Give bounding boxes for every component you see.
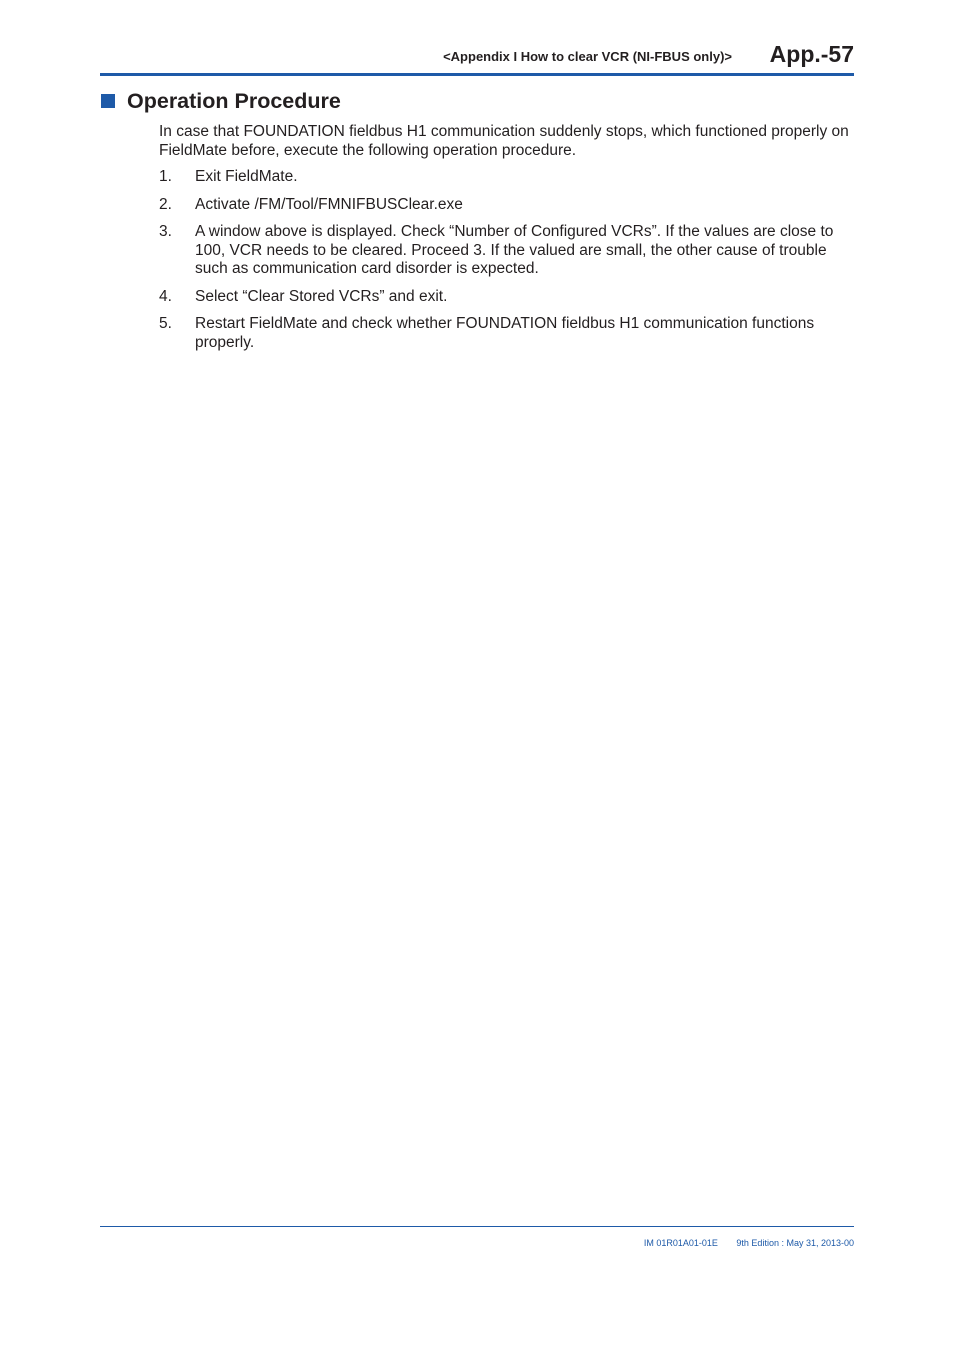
step-item [159, 223, 854, 279]
page-header [100, 40, 854, 72]
step-text: A window above is displayed. Check “Number of Configured VCRs”. If the values are close to 100, VCR needs to be cleared. Proceed 3. If the valued are small, the other cause of trouble such as communication card disorder is expected. [195, 223, 834, 277]
section-heading [101, 87, 341, 115]
step-item [159, 315, 854, 352]
step-number: 2. [159, 195, 172, 213]
step-number: 5. [159, 315, 172, 332]
step-number: 4. [159, 287, 172, 305]
step-text: Exit FieldMate. [195, 168, 298, 185]
step-text: Activate /FM/Tool/FMNIFBUSClear.exe [195, 195, 463, 213]
chapter-title: <Appendix I How to clear VCR (NI-FBUS only)> [443, 49, 732, 64]
filled-square-icon [101, 94, 115, 108]
step-number: 1. [159, 168, 172, 185]
document-id: IM 01R01A01-01E [643, 1238, 718, 1248]
step-text: Restart FieldMate and check whether FOUNDATION fieldbus H1 communication functions properly. [195, 315, 815, 351]
page-footer [644, 1238, 854, 1248]
header-divider [100, 73, 854, 76]
intro-paragraph: In case that FOUNDATION fieldbus H1 communication suddenly stops, which functioned properly on FieldMate before, execute the following operation procedure. [159, 123, 849, 159]
step-text: Select “Clear Stored VCRs” and exit. [195, 287, 448, 305]
footer-divider [100, 1226, 854, 1227]
procedure-steps [159, 168, 854, 361]
page-number: App.-57 [769, 41, 854, 67]
step-number: 3. [159, 223, 172, 240]
edition-info: 9th Edition : May 31, 2013-00 [736, 1238, 854, 1248]
section-title: Operation Procedure [127, 88, 341, 113]
step-item [159, 288, 854, 307]
step-item [159, 196, 854, 215]
step-item [159, 168, 854, 187]
